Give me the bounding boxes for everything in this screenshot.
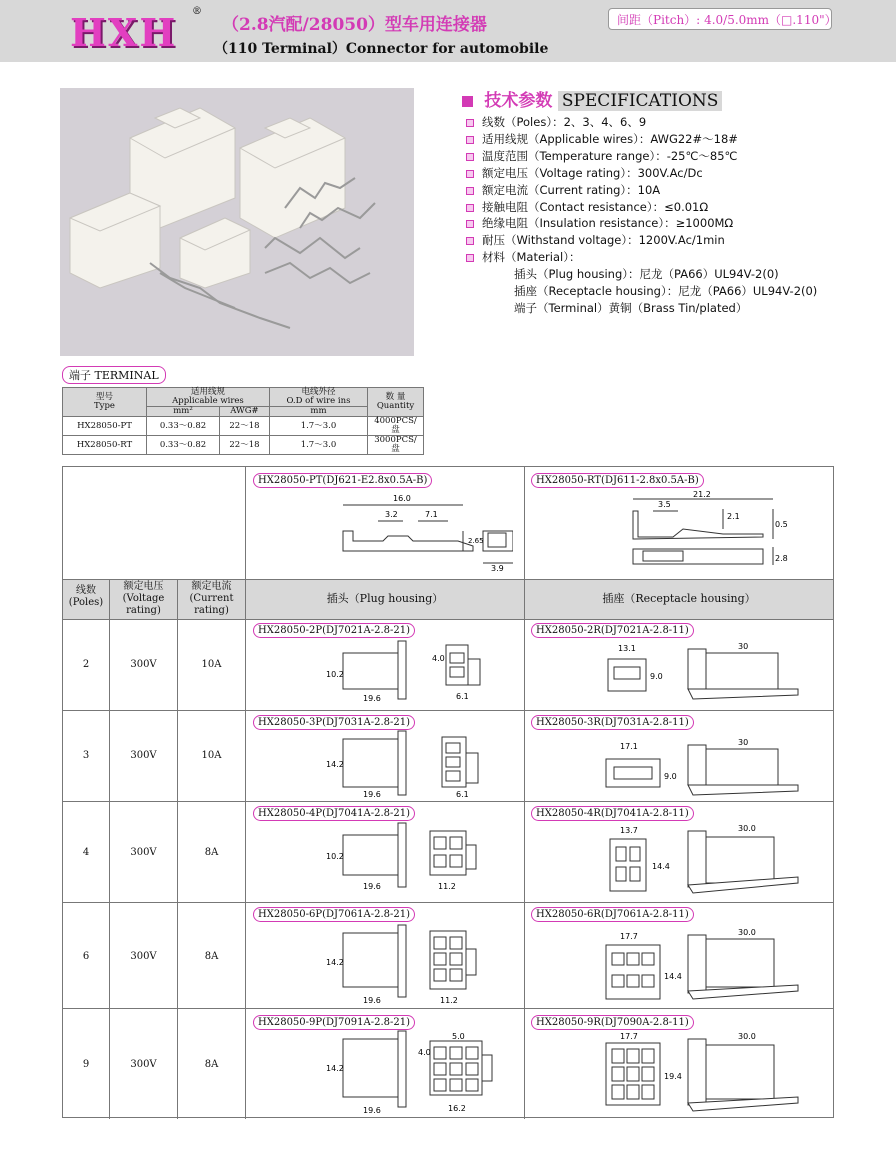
plug-drawing — [318, 1029, 518, 1115]
plug-tag: HX28050-4P(DJ7041A-2.8-21) — [253, 806, 415, 821]
svg-text:19.6: 19.6 — [363, 882, 381, 891]
svg-text:3.9: 3.9 — [491, 564, 504, 573]
svg-text:19.6: 19.6 — [363, 790, 381, 799]
svg-text:6.1: 6.1 — [456, 692, 469, 701]
pitch-badge — [608, 8, 837, 30]
svg-text:6.1: 6.1 — [456, 790, 469, 799]
col-receptacle: 插座（Receptacle housing） — [602, 592, 756, 605]
svg-text:11.2: 11.2 — [438, 882, 456, 891]
svg-text:4.0: 4.0 — [418, 1048, 431, 1057]
svg-text:14.2: 14.2 — [326, 958, 344, 967]
svg-text:30: 30 — [738, 642, 749, 651]
title-english: （110 Terminal）Connector for automobile — [214, 41, 549, 57]
bullet-icon — [466, 119, 474, 127]
svg-text:10.2: 10.2 — [326, 852, 344, 861]
spec-list — [466, 114, 817, 317]
table-row: HX28050-PT 0.33～0.82 22～18 1.7～3.0 4000PCS/盘 — [63, 417, 424, 436]
svg-text:9.0: 9.0 — [664, 772, 677, 781]
table-row: HX28050-RT 0.33～0.82 22～18 1.7～3.0 3000PCS/盘 — [63, 436, 424, 455]
receptacle-tag: HX28050-4R(DJ7041A-2.8-11) — [531, 806, 694, 821]
plug-drawing — [318, 923, 518, 1005]
plug-tag: HX28050-6P(DJ7061A-2.8-21) — [253, 907, 415, 922]
svg-text:16.2: 16.2 — [448, 1104, 466, 1113]
svg-text:17.7: 17.7 — [620, 1032, 638, 1041]
receptacle-drawing — [598, 819, 828, 899]
receptacle-drawing — [598, 729, 828, 799]
terminal-label: 端子 TERMINAL — [62, 366, 166, 384]
plug-drawing — [318, 729, 518, 799]
registered-mark: ® — [192, 6, 202, 17]
spec-item: 材料（Material）： — [466, 249, 817, 266]
receptacle-tag: HX28050-6R(DJ7061A-2.8-11) — [531, 907, 694, 922]
svg-text:19.6: 19.6 — [363, 694, 381, 703]
svg-text:4.0: 4.0 — [432, 654, 445, 663]
receptacle-tag: HX28050-3R(DJ7031A-2.8-11) — [531, 715, 694, 730]
svg-text:30.0: 30.0 — [738, 928, 756, 937]
material-item: 端子（Terminal）黄铜（Brass Tin/plated） — [514, 300, 748, 315]
bullet-icon — [466, 254, 474, 262]
svg-text:19.6: 19.6 — [363, 996, 381, 1005]
plug-drawing — [318, 821, 518, 899]
bullet-icon — [466, 220, 474, 228]
spec-item: 线数（Poles）：2、3、4、6、9 — [466, 114, 817, 131]
bullet-icon — [466, 136, 474, 144]
svg-text:14.2: 14.2 — [326, 1064, 344, 1073]
receptacle-tag: HX28050-2R(DJ7021A-2.8-11) — [531, 623, 694, 638]
spec-item: 耐压（Withstand voltage）：1200V.Ac/1min — [466, 232, 817, 249]
bullet-icon — [466, 237, 474, 245]
col-poles: 线数 (Poles) — [68, 585, 104, 608]
svg-text:2.65: 2.65 — [468, 537, 484, 545]
spec-item: 温度范围（Temperature range）：-25℃～85℃ — [466, 148, 817, 165]
product-grid: HX28050-PT(DJ621-E2.8x0.5A-B) HX28050-RT(DJ611-2.8x0.5A-B) 16.0 3.2 7.1 2.65 3.9 21.2 3.5 2.1 0.5 2.8 线数 (Poles) 额定电压 (Voltage rating) 额定电流 (Current rating) 插头（Plug housing） 插座（Receptacle housing） 2 300V 10A HX28050-2P(DJ7021A-2.8-21) HX28050-2R(DJ7021A-2.8-11) 10.2 19.6 4.0 6.1 13.1 9.0 30 3 300V 10A HX28050-3P(DJ7031A-2.8-21) HX28050-3R(DJ7031A-2.8-11) 14.2 19.6 6.1 17.1 9.0 30 4 300V 8A HX28050-4P(DJ7041A-2.8-21) HX28050-4R(DJ7041A-2.8-11) 10.2 19.6 11.2 13.7 14.4 30.0 6 300V 8A HX28050-6P(DJ7061A-2.8-21) HX28050-6R(DJ7061A-2.8-11) 14.2 19.6 11.2 17.7 14.4 30.0 9 300V 8A HX28050-9P(DJ7091A-2.8-21) HX28050-9R(DJ7090A-2.8-11) 14.2 19.6 5.0 4.0 16.2 17.7 19.4 30.0 — [62, 466, 834, 1118]
svg-text:30: 30 — [738, 738, 749, 747]
product-photo — [60, 88, 414, 356]
terminal-table: 型号 Type 适用线规 Applicable wires 电线外径 O.D of wire ins 数 量 Quantity mm² AWG# mm HX28050-PT 0.33～0.82 22～18 1.7～3.0 4000PCS/盘 HX28050-RT 0.33～0.82 22～18 1.7～3.0 3000PCS/盘 — [62, 387, 424, 455]
receptacle-drawing — [598, 1029, 828, 1117]
pitch-label: 间距（Pitch）: — [617, 13, 701, 27]
svg-text:14.2: 14.2 — [326, 760, 344, 769]
bullet-icon — [466, 187, 474, 195]
bullet-icon — [466, 153, 474, 161]
spec-item: 接触电阻（Contact resistance）：≤0.01Ω — [466, 199, 817, 216]
connector-photo-illustration — [60, 88, 414, 356]
terminal-rt-tag: HX28050-RT(DJ611-2.8x0.5A-B) — [531, 473, 704, 488]
terminal-pt-tag: HX28050-PT(DJ621-E2.8x0.5A-B) — [253, 473, 432, 488]
receptacle-drawing — [598, 923, 828, 1005]
plug-drawing — [318, 639, 518, 707]
svg-text:11.2: 11.2 — [440, 996, 458, 1005]
spec-item: 适用线规（Applicable wires）：AWG22#～18# — [466, 131, 817, 148]
svg-text:17.7: 17.7 — [620, 932, 638, 941]
specifications-title — [462, 86, 722, 111]
svg-text:17.1: 17.1 — [620, 742, 638, 751]
svg-text:16.0: 16.0 — [393, 494, 411, 503]
receptacle-drawing — [598, 639, 828, 707]
col-voltage: 额定电压 (Voltage rating) — [122, 581, 165, 616]
brand-logo: HXH — [70, 10, 178, 55]
svg-text:13.7: 13.7 — [620, 826, 638, 835]
svg-text:30.0: 30.0 — [738, 1032, 756, 1041]
svg-text:19.4: 19.4 — [664, 1072, 682, 1081]
spec-item: 额定电流（Current rating）：10A — [466, 182, 817, 199]
svg-text:19.6: 19.6 — [363, 1106, 381, 1115]
svg-text:0.5: 0.5 — [775, 520, 788, 529]
svg-text:13.1: 13.1 — [618, 644, 636, 653]
col-current: 额定电流 (Current rating) — [189, 581, 234, 616]
svg-text:2.1: 2.1 — [727, 512, 740, 521]
plug-tag: HX28050-2P(DJ7021A-2.8-21) — [253, 623, 415, 638]
bullet-icon — [466, 170, 474, 178]
terminal-pt-drawing — [333, 491, 513, 573]
svg-text:3.5: 3.5 — [658, 500, 671, 509]
plug-tag: HX28050-9P(DJ7091A-2.8-21) — [253, 1015, 415, 1030]
material-item: 插头（Plug housing）：尼龙（PA66）UL94V-2(0) — [514, 267, 779, 282]
svg-text:5.0: 5.0 — [452, 1032, 465, 1041]
svg-text:9.0: 9.0 — [650, 672, 663, 681]
svg-text:10.2: 10.2 — [326, 670, 344, 679]
title-bullet-icon — [462, 96, 473, 107]
terminal-rt-drawing — [623, 489, 823, 575]
bullet-icon — [466, 204, 474, 212]
spec-title-en: SPECIFICATIONS — [558, 91, 723, 111]
spec-title-cn: 技术参数 — [484, 91, 553, 111]
svg-text:14.4: 14.4 — [652, 862, 670, 871]
svg-text:30.0: 30.0 — [738, 824, 756, 833]
spec-item: 绝缘电阻（Insulation resistance）：≥1000MΩ — [466, 215, 817, 232]
receptacle-tag: HX28050-9R(DJ7090A-2.8-11) — [531, 1015, 694, 1030]
plug-tag: HX28050-3P(DJ7031A-2.8-21) — [253, 715, 415, 730]
col-plug: 插头（Plug housing） — [326, 592, 444, 605]
svg-text:14.4: 14.4 — [664, 972, 682, 981]
svg-text:2.8: 2.8 — [775, 554, 788, 563]
spec-item: 额定电压（Voltage rating）：300V.Ac/Dc — [466, 165, 817, 182]
svg-text:7.1: 7.1 — [425, 510, 438, 519]
title-chinese: （2.8汽配/28050）型车用连接器 — [222, 15, 487, 35]
material-item: 插座（Receptacle housing）：尼龙（PA66）UL94V-2(0) — [514, 284, 818, 299]
svg-text:21.2: 21.2 — [693, 490, 711, 499]
svg-text:3.2: 3.2 — [385, 510, 398, 519]
pitch-value: 4.0/5.0mm（□.110"） — [704, 13, 837, 27]
